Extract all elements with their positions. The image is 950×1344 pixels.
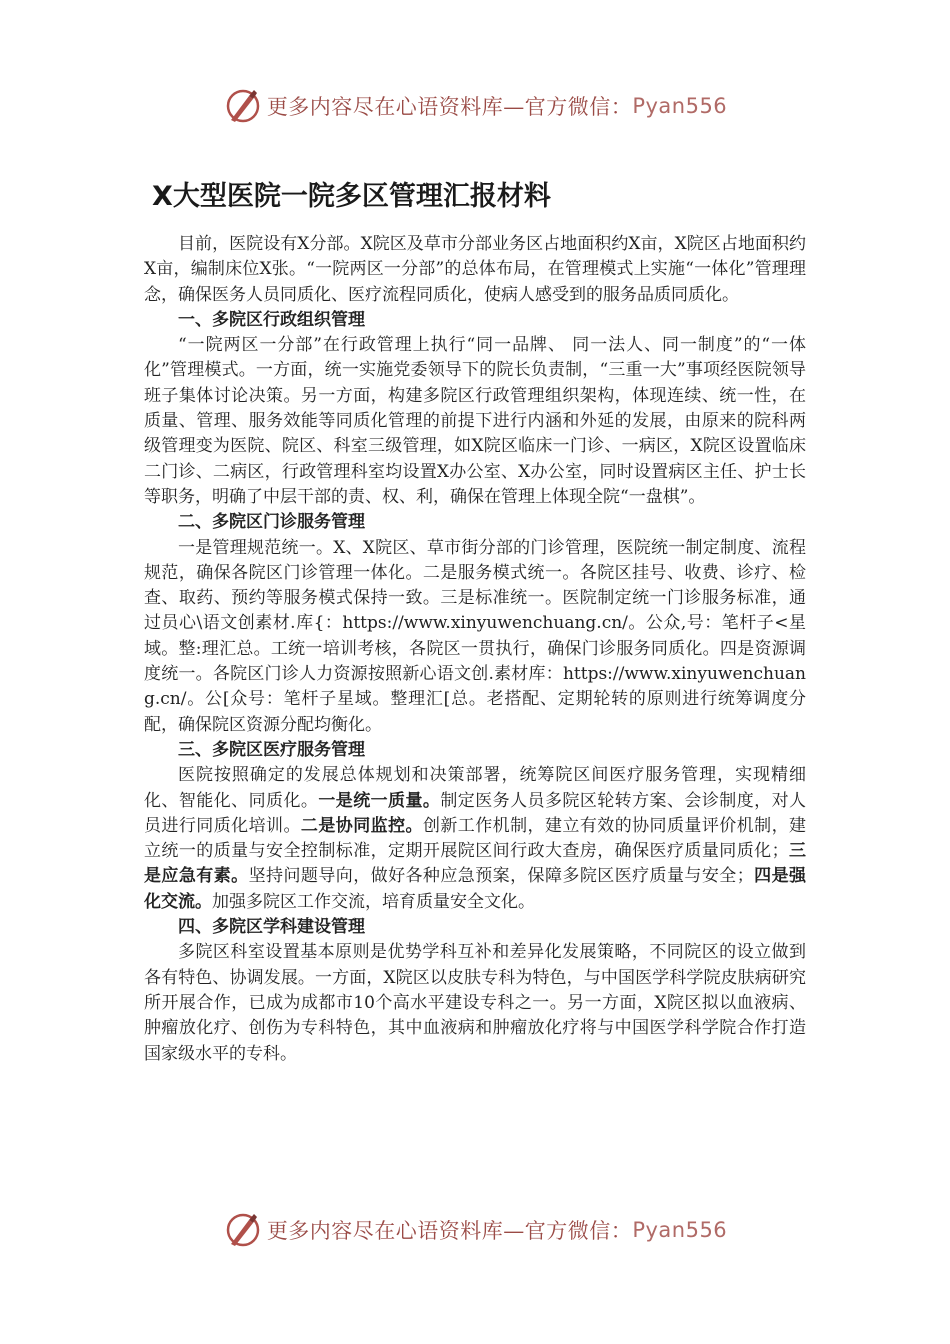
pen-logo-icon — [223, 1210, 263, 1250]
section3-text: 创新工作机制，建立有效的协同质量评价机制，建立统一的质量与安全控制标准，定期开展院区间行政大查房，确保医疗质量同质化； — [144, 815, 807, 862]
footer-banner — [0, 1208, 950, 1252]
banner-wechat-id: Pyan556 — [632, 94, 728, 118]
banner-text: 更多内容尽在心语资料库—官方微信： — [266, 95, 633, 119]
header-banner — [0, 84, 950, 128]
section3-bold-point: 四是强化交流。 — [144, 866, 807, 912]
section-body-1: “一院两区一分部”在行政管理上执行“同一品牌、 同一法人、同一制度”的“一体化”管理模式。一方面，统一实施党委领导下的院长负责制，“三重一大”事项经医院领导班子集体讨论决策。另一方面，构建多院区行政管理组织架构，体现连续、统一性，在质量、管理、服务效能等同质化管理的前提下进行内涵和外延的发展，由原来的院科两级管理变为医院、院区、科室三级管理，如X院区临床一门诊、一病区，X院区设置临床二门诊、二病区，行政管理科室均设置X办公室、X办公室，同时设置病区主任、护士长等职务，明确了中层干部的责、权、利，确保在管理上体现全院“一盘棋”。 — [144, 335, 806, 507]
section-heading-1: 一、多院区行政组织管理 — [178, 309, 365, 330]
section3-text: 制定医务人员多院区轮转方案、会诊制度，对人员进行同质化培训。 — [144, 790, 807, 836]
section-heading-4: 四、多院区学科建设管理 — [178, 917, 365, 938]
section-heading-3: 三、多院区医疗服务管理 — [178, 739, 365, 760]
page-title: X大型医院一院多区管理汇报材料 — [152, 181, 551, 212]
intro-paragraph: 目前，医院设有X分部。X院区及草市分部业务区占地面积约X亩，X院区占地面积约X亩，编制床位X张。“一院两区一分部”的总体布局，在管理模式上实施“一体化”管理理念，确保医务人员同质化、医疗流程同质化，使病人感受到的服务品质同质化。 — [144, 234, 806, 305]
section3-bold-point: 二是协同监控。 — [300, 815, 423, 836]
section-body-3 — [144, 763, 806, 915]
section3-text: 加强多院区工作交流，培育质量安全文化。 — [212, 891, 535, 912]
section3-text: 医院按照确定的发展总体规划和决策部署，统筹院区间医疗服务管理，实现精细化、智能化、同质化。 — [144, 765, 806, 811]
pen-logo-icon — [223, 86, 263, 126]
section-body-2: 一是管理规范统一。X、X院区、草市街分部的门诊管理，医院统一制定制度、流程规范，确保各院区门诊管理一体化。二是服务模式统一。各院区挂号、收费、诊疗、检查、取药、预约等服务模式保持一致。三是标准统一。医院制定统一门诊服务标准，通过员心\语文创素材.库{：https://www.xinyuwenchuang.cn/。公众,号：笔杆子<星域。整:理汇总。工统一培训考核，各院区一贯执行，确保门诊服务同质化。四是资源调度统一。各院区门诊人力资源按照新心语文创.素材库：https://www.xinyuwenchuang.cn/。公[众号：笔杆子星域。整理汇[总。老搭配、定期轮转的原则进行统筹调度分配，确保院区资源分配均衡化。 — [144, 537, 806, 735]
section-body-4: 多院区科室设置基本原则是优势学科互补和差异化发展策略，不同院区的设立做到各有特色、协调发展。一方面，X院区以皮肤专科为特色，与中国医学科学院皮肤病研究所开展合作，已成为成都市10个高水平建设专科之一。另一方面，X院区拟以血液病、肿瘤放化疗、创伤为专科特色，其中血液病和肿瘤放化疗将与中国医学科学院合作打造国家级水平的专科。 — [144, 942, 806, 1064]
section3-bold-point: 三是应急有素。 — [144, 841, 807, 887]
document-body — [144, 232, 806, 1067]
banner-text: 更多内容尽在心语资料库—官方微信： — [266, 1219, 633, 1243]
section-heading-2: 二、多院区门诊服务管理 — [178, 512, 365, 533]
section3-text: 坚持问题导向，做好各种应急预案，保障多院区医疗质量与安全； — [248, 866, 754, 887]
section3-bold-point: 一是统一质量。 — [318, 790, 441, 811]
banner-wechat-id: Pyan556 — [632, 1218, 728, 1242]
